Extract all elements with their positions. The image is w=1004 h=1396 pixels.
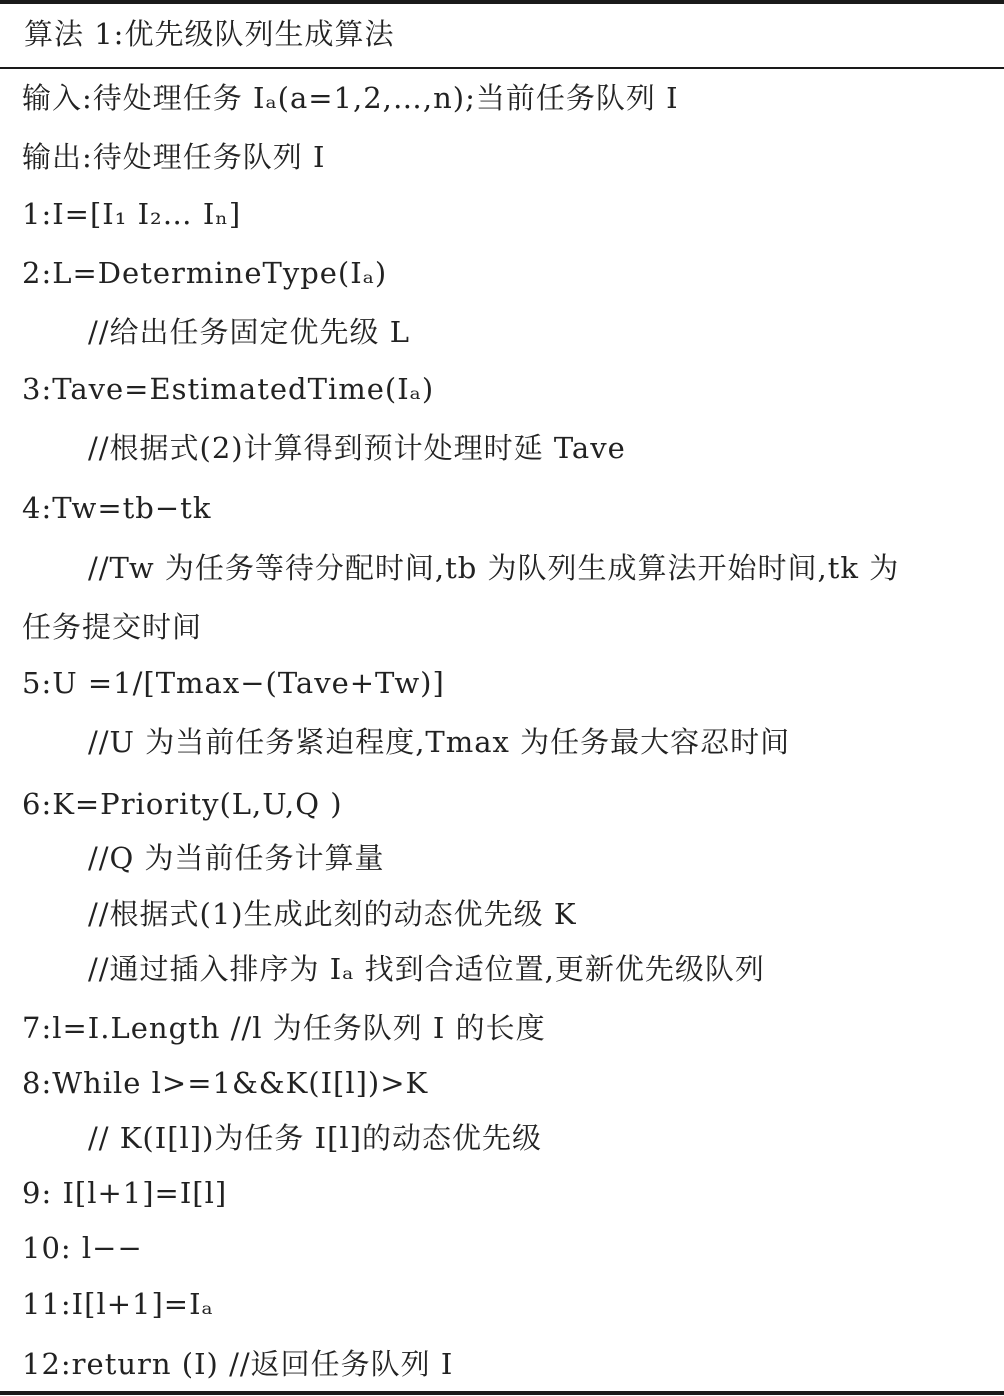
algorithm-comment: //Tw 为任务等待分配时间,tb 为队列生成算法开始时间,tk 为 [88,551,900,585]
algorithm-comment: //通过插入排序为 Iₐ 找到合适位置,更新优先级队列 [88,952,765,986]
algorithm-line: 11:I[l+1]=Iₐ [22,1287,214,1321]
header-rule [0,67,1004,69]
algorithm-line: 5:U =1/[Tmax−(Tave+Tw)] [22,666,445,700]
algorithm-line: 10: l−− [22,1231,143,1265]
algorithm-comment-continued: 任务提交时间 [22,610,203,644]
algorithm-comment: //Q 为当前任务计算量 [88,841,385,875]
algorithm-line: 1:I=[I₁ I₂… Iₙ] [22,197,242,231]
algorithm-line: 7:l=I.Length //l 为任务队列 I 的长度 [22,1011,546,1045]
algorithm-line: 6:K=Priority(L,U,Q ) [22,787,343,821]
algorithm-title: 算法 1:优先级队列生成算法 [24,17,395,51]
algorithm-comment: //U 为当前任务紧迫程度,Tmax 为任务最大容忍时间 [88,725,791,759]
algorithm-comment: // K(I[l])为任务 I[l]的动态优先级 [88,1121,542,1155]
table-bottom-rule [0,1391,1004,1395]
algorithm-line: 9: I[l+1]=I[l] [22,1176,228,1210]
algorithm-comment: //根据式(2)计算得到预计处理时延 Tave [88,431,626,465]
algorithm-comment: //根据式(1)生成此刻的动态优先级 K [88,897,577,931]
algorithm-line: 输入:待处理任务 Iₐ(a=1,2,…,n);当前任务队列 I [22,81,679,115]
algorithm-comment: //给出任务固定优先级 L [88,315,411,349]
algorithm-line: 12:return (I) //返回任务队列 I [22,1347,454,1381]
algorithm-line: 2:L=DetermineType(Iₐ) [22,256,388,290]
table-top-rule [0,0,1004,4]
algorithm-line: 4:Tw=tb−tk [22,491,212,525]
algorithm-line: 8:While l>=1&&K(I[l])>K [22,1066,429,1100]
algorithm-line: 3:Tave=EstimatedTime(Iₐ) [22,372,435,406]
algorithm-line: 输出:待处理任务队列 I [22,140,326,174]
